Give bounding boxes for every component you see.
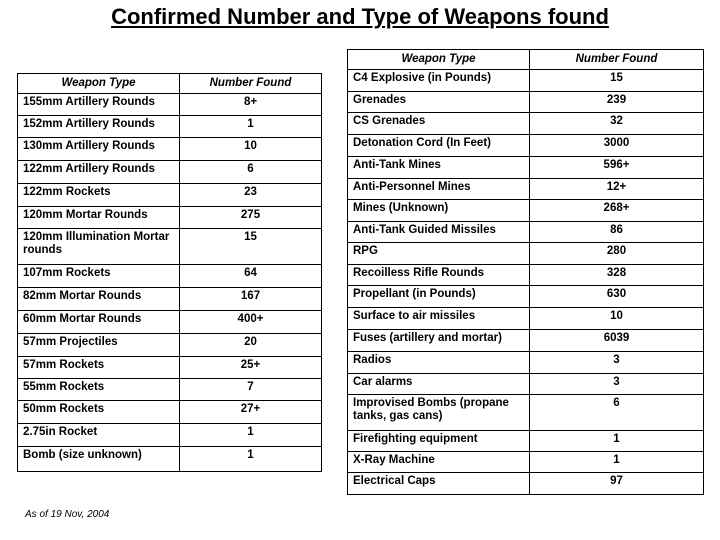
weapon-type-cell: 122mm Rockets [18,184,180,207]
weapon-type-cell: 120mm Illumination Mortar rounds [18,229,180,265]
weapon-type-cell: Propellant (in Pounds) [348,286,530,308]
number-found-cell: 1 [530,452,704,473]
weapon-type-cell: 130mm Artillery Rounds [18,138,180,161]
table-row [348,135,704,157]
column-header-weapon-type: Weapon Type [18,74,180,94]
weapon-type-cell: 60mm Mortar Rounds [18,311,180,334]
table-row [18,94,322,116]
table-row [348,92,704,113]
number-found-cell: 239 [530,92,704,113]
table-row [18,288,322,311]
table-row [348,330,704,352]
number-found-cell: 6039 [530,330,704,352]
weapon-type-cell: Anti-Tank Guided Missiles [348,222,530,243]
weapon-type-cell: Grenades [348,92,530,113]
number-found-cell: 1 [180,447,322,472]
number-found-cell: 400+ [180,311,322,334]
weapon-type-cell: C4 Explosive (in Pounds) [348,70,530,92]
table-row [348,70,704,92]
weapon-type-cell: 107mm Rockets [18,265,180,288]
number-found-cell: 6 [180,161,322,184]
table-row [348,113,704,135]
weapon-type-cell: Bomb (size unknown) [18,447,180,472]
weapon-type-cell: Car alarms [348,374,530,395]
number-found-cell: 12+ [530,179,704,200]
number-found-cell: 1 [180,424,322,447]
weapon-type-cell: Improvised Bombs (propane tanks, gas cans) [348,395,530,431]
weapon-type-cell: Electrical Caps [348,473,530,495]
number-found-cell: 1 [530,431,704,452]
table-row [18,265,322,288]
column-header-number-found: Number Found [180,74,322,94]
weapon-type-cell: 50mm Rockets [18,401,180,424]
weapon-type-cell: 82mm Mortar Rounds [18,288,180,311]
weapon-type-cell: 57mm Projectiles [18,334,180,357]
weapon-type-cell: Recoilless Rifle Rounds [348,265,530,286]
table-row [18,379,322,401]
weapon-type-cell: Fuses (artillery and mortar) [348,330,530,352]
number-found-cell: 15 [180,229,322,265]
number-found-cell: 328 [530,265,704,286]
weapon-type-cell: 55mm Rockets [18,379,180,401]
page-title: Confirmed Number and Type of Weapons found [111,4,609,29]
left-weapons-table [17,73,322,472]
number-found-cell: 15 [530,70,704,92]
weapon-type-cell: Radios [348,352,530,374]
table-row [18,311,322,334]
weapon-type-cell: Anti-Tank Mines [348,157,530,179]
table-row [348,265,704,286]
number-found-cell: 86 [530,222,704,243]
weapon-type-cell: Surface to air missiles [348,308,530,330]
number-found-cell: 8+ [180,94,322,116]
column-header-number-found: Number Found [530,50,704,70]
table-row [348,286,704,308]
weapon-type-cell: CS Grenades [348,113,530,135]
number-found-cell: 1 [180,116,322,138]
number-found-cell: 10 [180,138,322,161]
table-row [348,243,704,265]
weapon-type-cell: 57mm Rockets [18,357,180,379]
number-found-cell: 630 [530,286,704,308]
number-found-cell: 25+ [180,357,322,379]
number-found-cell: 6 [530,395,704,431]
table-row [348,374,704,395]
table-header-row [348,50,704,70]
table-row [348,222,704,243]
number-found-cell: 280 [530,243,704,265]
table-row [18,229,322,265]
weapon-type-cell: RPG [348,243,530,265]
weapon-type-cell: 155mm Artillery Rounds [18,94,180,116]
table-row [348,308,704,330]
table-row [18,334,322,357]
column-header-weapon-type: Weapon Type [348,50,530,70]
table-row [348,157,704,179]
table-row [18,138,322,161]
table-row [18,401,322,424]
table-row [18,184,322,207]
table-row [348,452,704,473]
number-found-cell: 275 [180,207,322,229]
weapon-type-cell: 2.75in Rocket [18,424,180,447]
number-found-cell: 167 [180,288,322,311]
number-found-cell: 596+ [530,157,704,179]
right-weapons-table [347,49,704,495]
weapon-type-cell: 152mm Artillery Rounds [18,116,180,138]
number-found-cell: 7 [180,379,322,401]
weapon-type-cell: 120mm Mortar Rounds [18,207,180,229]
number-found-cell: 20 [180,334,322,357]
weapon-type-cell: Firefighting equipment [348,431,530,452]
number-found-cell: 10 [530,308,704,330]
table-row [348,395,704,431]
table-row [18,116,322,138]
table-row [348,431,704,452]
table-header-row [18,74,322,94]
number-found-cell: 3 [530,352,704,374]
number-found-cell: 23 [180,184,322,207]
weapon-type-cell: Anti-Personnel Mines [348,179,530,200]
number-found-cell: 27+ [180,401,322,424]
left-table-body [18,94,322,472]
number-found-cell: 32 [530,113,704,135]
right-table-body [348,70,704,495]
as-of-date-note: As of 19 Nov, 2004 [25,509,110,520]
table-row [18,447,322,472]
table-row [348,473,704,495]
table-row [348,179,704,200]
table-row [18,207,322,229]
weapon-type-cell: Mines (Unknown) [348,200,530,222]
table-row [18,424,322,447]
number-found-cell: 97 [530,473,704,495]
table-row [348,352,704,374]
table-row [18,357,322,379]
weapon-type-cell: 122mm Artillery Rounds [18,161,180,184]
number-found-cell: 3000 [530,135,704,157]
number-found-cell: 3 [530,374,704,395]
weapon-type-cell: X-Ray Machine [348,452,530,473]
weapon-type-cell: Detonation Cord (In Feet) [348,135,530,157]
table-row [18,161,322,184]
number-found-cell: 268+ [530,200,704,222]
table-row [348,200,704,222]
number-found-cell: 64 [180,265,322,288]
